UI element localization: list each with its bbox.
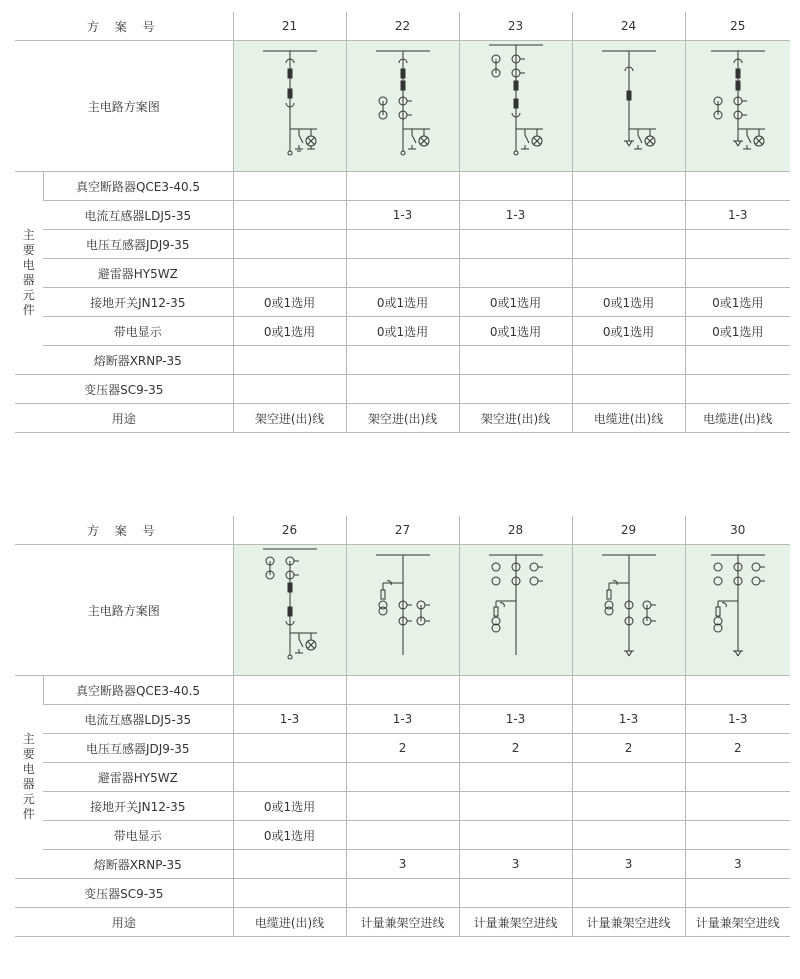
usage-value: 架空进(出)线 [459, 404, 572, 433]
component-value [572, 676, 685, 705]
component-value [459, 172, 572, 201]
usage-value: 计量兼架空进线 [459, 908, 572, 937]
scheme-number: 26 [233, 516, 346, 545]
component-value: 3 [459, 850, 572, 879]
component-value: 1-3 [572, 705, 685, 734]
circuit-diagram [572, 41, 685, 172]
component-value [233, 172, 346, 201]
transformer-value [346, 879, 459, 908]
group-label-char: 主 [22, 228, 35, 242]
scheme-number: 24 [572, 12, 685, 41]
component-value [572, 201, 685, 230]
usage-value: 电缆进(出)线 [685, 404, 790, 433]
diagram-row [15, 545, 790, 676]
component-label: 熔断器XRNP-35 [43, 346, 233, 375]
component-value [572, 172, 685, 201]
component-value [233, 230, 346, 259]
component-value [346, 792, 459, 821]
component-value [459, 346, 572, 375]
header-label: 方 案 号 [15, 12, 233, 41]
group-label-char: 要 [22, 243, 35, 257]
diagram-label: 主电路方案图 [15, 545, 233, 676]
component-label: 真空断路器QCE3-40.5 [43, 172, 233, 201]
usage-value: 电缆进(出)线 [233, 908, 346, 937]
component-row [15, 850, 790, 879]
circuit-diagram [685, 545, 790, 676]
transformer-row [15, 375, 790, 404]
circuit-diagram [685, 41, 790, 172]
component-value [572, 346, 685, 375]
component-row [15, 792, 790, 821]
group-label-char: 元 [22, 288, 35, 302]
component-value [572, 230, 685, 259]
component-value [346, 346, 459, 375]
component-value: 1-3 [459, 201, 572, 230]
group-label-char: 电 [22, 762, 35, 776]
circuit-diagram-icon [703, 545, 773, 675]
circuit-diagram-icon [703, 41, 773, 171]
group-label-char: 件 [22, 807, 35, 821]
scheme-number: 25 [685, 12, 790, 41]
scheme-number: 22 [346, 12, 459, 41]
group-label-char: 器 [22, 273, 35, 287]
component-value: 1-3 [346, 201, 459, 230]
component-value [346, 259, 459, 288]
scheme-number: 28 [459, 516, 572, 545]
component-value: 1-3 [346, 705, 459, 734]
component-row [15, 763, 790, 792]
transformer-value [685, 375, 790, 404]
component-value [685, 346, 790, 375]
component-value: 0或1选用 [233, 317, 346, 346]
component-row [15, 676, 790, 705]
component-value [233, 763, 346, 792]
component-label: 接地开关JN12-35 [43, 288, 233, 317]
component-value: 3 [685, 850, 790, 879]
group-label [15, 172, 43, 375]
group-label-char: 元 [22, 792, 35, 806]
component-row [15, 346, 790, 375]
transformer-value [685, 879, 790, 908]
scheme-table-1 [15, 12, 790, 433]
group-label-char: 件 [22, 303, 35, 317]
circuit-diagram [459, 41, 572, 172]
component-value [685, 763, 790, 792]
component-row [15, 259, 790, 288]
usage-label: 用途 [15, 908, 233, 937]
circuit-diagram [346, 41, 459, 172]
scheme-number: 30 [685, 516, 790, 545]
component-label: 接地开关JN12-35 [43, 792, 233, 821]
component-value: 0或1选用 [572, 317, 685, 346]
component-label: 电压互感器JDJ9-35 [43, 734, 233, 763]
circuit-diagram-icon [368, 41, 438, 171]
component-value: 3 [572, 850, 685, 879]
component-value [233, 734, 346, 763]
component-row [15, 172, 790, 201]
group-label-char: 主 [22, 732, 35, 746]
usage-value: 架空进(出)线 [346, 404, 459, 433]
component-label: 真空断路器QCE3-40.5 [43, 676, 233, 705]
transformer-value [572, 375, 685, 404]
component-value: 0或1选用 [346, 288, 459, 317]
component-value [685, 230, 790, 259]
group-label-char: 器 [22, 777, 35, 791]
scheme-table-2 [15, 516, 790, 937]
component-value: 2 [685, 734, 790, 763]
circuit-diagram-icon [594, 545, 664, 675]
circuit-diagram [233, 41, 346, 172]
component-value [459, 763, 572, 792]
component-value [459, 676, 572, 705]
circuit-diagram [346, 545, 459, 676]
component-value [572, 792, 685, 821]
component-value: 2 [346, 734, 459, 763]
component-value [685, 676, 790, 705]
usage-value: 计量兼架空进线 [346, 908, 459, 937]
circuit-diagram-icon [481, 41, 551, 171]
component-value: 1-3 [685, 705, 790, 734]
usage-value: 计量兼架空进线 [572, 908, 685, 937]
component-value [346, 821, 459, 850]
component-value [346, 676, 459, 705]
component-value [685, 792, 790, 821]
group-label [15, 676, 43, 879]
transformer-value [233, 879, 346, 908]
component-value: 3 [346, 850, 459, 879]
usage-row [15, 908, 790, 937]
circuit-diagram-icon [368, 545, 438, 675]
header-row [15, 516, 790, 545]
component-row [15, 317, 790, 346]
header-label: 方 案 号 [15, 516, 233, 545]
component-value [233, 676, 346, 705]
component-value: 0或1选用 [233, 821, 346, 850]
component-row [15, 288, 790, 317]
component-row [15, 821, 790, 850]
component-label: 电流互感器LDJ5-35 [43, 201, 233, 230]
component-label: 带电显示 [43, 317, 233, 346]
scheme-number: 27 [346, 516, 459, 545]
group-label-char: 电 [22, 258, 35, 272]
header-row [15, 12, 790, 41]
diagram-label: 主电路方案图 [15, 41, 233, 172]
component-value [685, 259, 790, 288]
component-value: 1-3 [459, 705, 572, 734]
component-value [346, 763, 459, 792]
component-label: 电压互感器JDJ9-35 [43, 230, 233, 259]
component-row [15, 734, 790, 763]
component-value [459, 230, 572, 259]
component-value: 1-3 [685, 201, 790, 230]
component-value [346, 230, 459, 259]
component-value: 0或1选用 [572, 288, 685, 317]
transformer-value [233, 375, 346, 404]
transformer-value [572, 879, 685, 908]
component-value: 0或1选用 [459, 317, 572, 346]
component-value [572, 259, 685, 288]
usage-value: 电缆进(出)线 [572, 404, 685, 433]
component-value [685, 821, 790, 850]
component-value [233, 201, 346, 230]
scheme-number: 21 [233, 12, 346, 41]
component-value: 0或1选用 [685, 288, 790, 317]
circuit-diagram [459, 545, 572, 676]
transformer-row [15, 879, 790, 908]
circuit-diagram-icon [481, 545, 551, 675]
component-value [459, 821, 572, 850]
scheme-number: 29 [572, 516, 685, 545]
component-value [346, 172, 459, 201]
circuit-diagram-icon [255, 41, 325, 171]
transformer-value [459, 375, 572, 404]
circuit-diagram-icon [594, 41, 664, 171]
circuit-diagram-icon [255, 545, 325, 675]
component-value: 2 [459, 734, 572, 763]
usage-value: 架空进(出)线 [233, 404, 346, 433]
circuit-diagram [233, 545, 346, 676]
circuit-diagram [572, 545, 685, 676]
usage-row [15, 404, 790, 433]
component-value: 1-3 [233, 705, 346, 734]
component-value: 0或1选用 [346, 317, 459, 346]
usage-value: 计量兼架空进线 [685, 908, 790, 937]
component-label: 带电显示 [43, 821, 233, 850]
component-value [572, 763, 685, 792]
component-value [459, 259, 572, 288]
component-label: 避雷器HY5WZ [43, 763, 233, 792]
component-row [15, 705, 790, 734]
component-label: 熔断器XRNP-35 [43, 850, 233, 879]
transformer-value [459, 879, 572, 908]
group-label-char: 要 [22, 747, 35, 761]
component-value [572, 821, 685, 850]
component-value: 0或1选用 [233, 288, 346, 317]
transformer-value [346, 375, 459, 404]
component-label: 避雷器HY5WZ [43, 259, 233, 288]
component-value [233, 346, 346, 375]
component-value [233, 259, 346, 288]
component-value: 2 [572, 734, 685, 763]
diagram-row [15, 41, 790, 172]
component-value: 0或1选用 [233, 792, 346, 821]
component-label: 电流互感器LDJ5-35 [43, 705, 233, 734]
component-value [459, 792, 572, 821]
component-value: 0或1选用 [685, 317, 790, 346]
component-row [15, 201, 790, 230]
transformer-label: 变压器SC9-35 [15, 879, 233, 908]
component-value: 0或1选用 [459, 288, 572, 317]
scheme-number: 23 [459, 12, 572, 41]
usage-label: 用途 [15, 404, 233, 433]
transformer-label: 变压器SC9-35 [15, 375, 233, 404]
component-value [233, 850, 346, 879]
component-row [15, 230, 790, 259]
component-value [685, 172, 790, 201]
